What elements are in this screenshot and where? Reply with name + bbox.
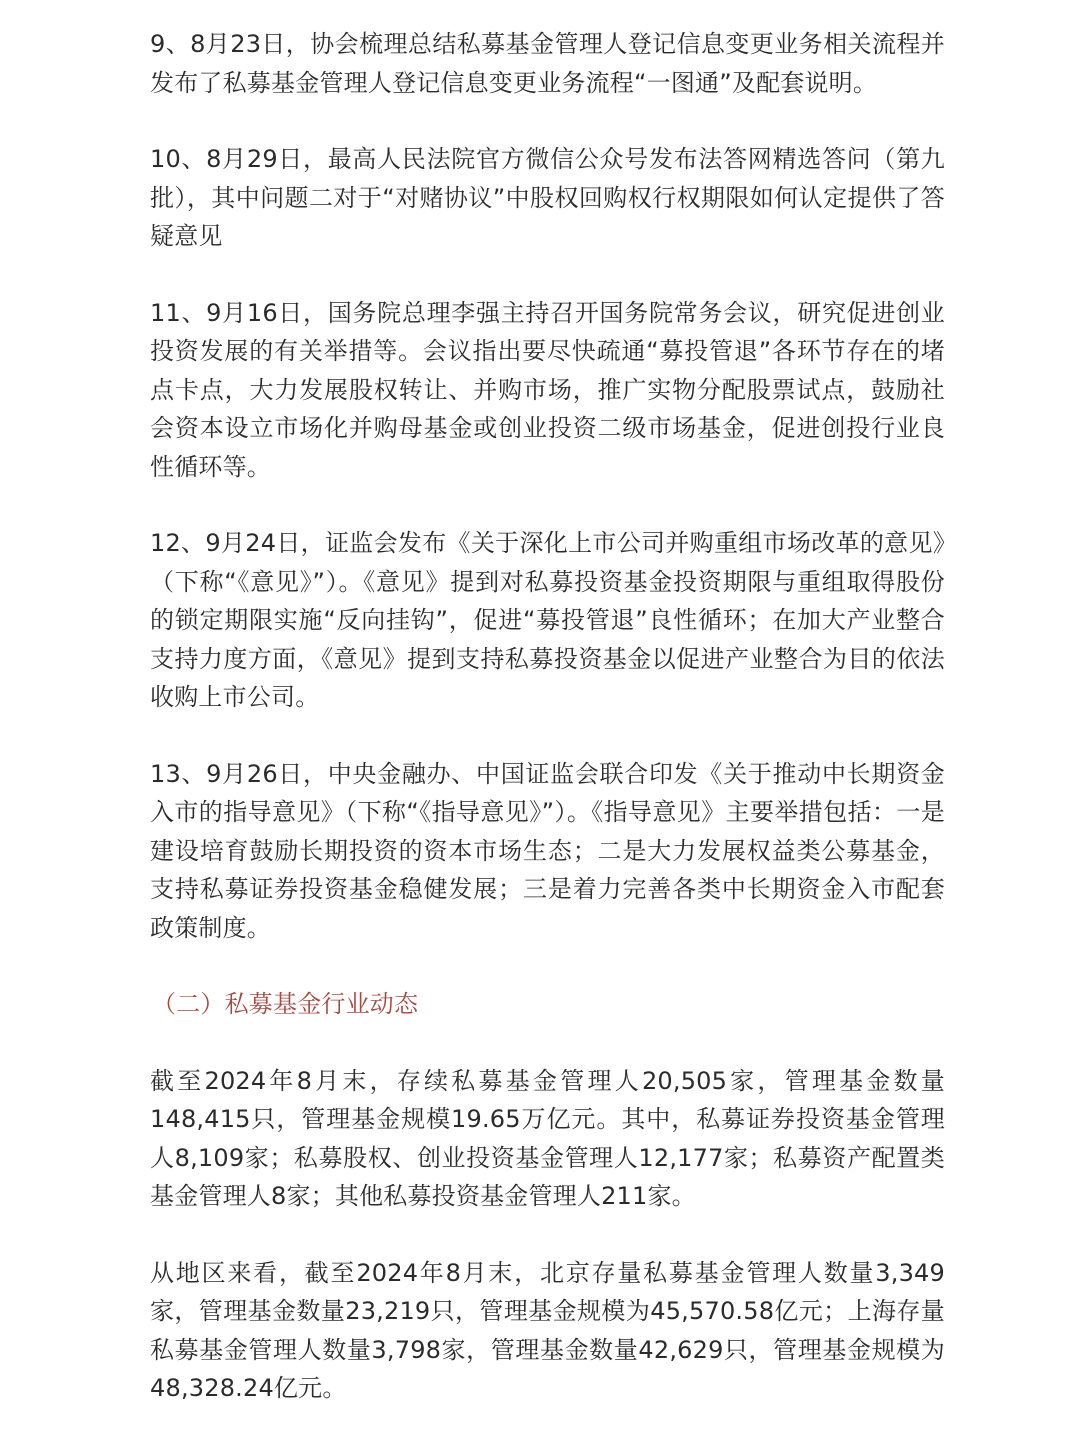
- news-item-9: 9、8月23日，协会梳理总结私募基金管理人登记信息变更业务相关流程并发布了私募基金管理人登记信息变更业务流程“一图通”及配套说明。: [150, 30, 945, 97]
- news-item-10: 10、8月29日，最高人民法院官方微信公众号发布法答网精选答问（第九批），其中问题二对于“对赌协议”中股权回购权行权期限如何认定提供了答疑意见: [150, 145, 945, 250]
- section-heading: （二）私募基金行业动态: [152, 990, 419, 1018]
- news-item-11: 11、9月16日，国务院总理李强主持召开国务院常务会议，研究促进创业投资发展的有关举措等。会议指出要尽快疏通“募投管退”各环节存在的堵点卡点，大力发展股权转让、并购市场，推广实物分配股票试点，鼓励社会资本设立市场化并购母基金或创业投资二级市场基金，促进创投行业良性循环等。: [150, 298, 945, 481]
- regional-stats-paragraph: 从地区来看，截至2024年8月末，北京存量私募基金管理人数量3,349家，管理基金数量23,219只，管理基金规模为45,570.58亿元；上海存量私募基金管理人数量3,798家，管理基金数量42,629只，管理基金规模为48,328.24亿元。: [150, 1258, 945, 1402]
- news-item-13: 13、9月26日，中央金融办、中国证监会联合印发《关于推动中长期资金入市的指导意见》（下称“《指导意见》”）。《指导意见》主要举措包括：一是建设培育鼓励长期投资的资本市场生态；二是大力发展权益类公募基金，支持私募证券投资基金稳健发展；三是着力完善各类中长期资金入市配套政策制度。: [150, 759, 945, 942]
- article-body: [150, 25, 945, 1446]
- news-item-12: 12、9月24日，证监会发布《关于深化上市公司并购重组市场改革的意见》（下称“《意见》”）。《意见》提到对私募投资基金投资期限与重组取得股份的锁定期限实施“反向挂钩”，促进“募投管退”良性循环；在加大产业整合支持力度方面，《意见》提到支持私募投资基金以促进产业整合为目的依法收购上市公司。: [150, 529, 945, 711]
- industry-stats-paragraph: 截至2024年8月末，存续私募基金管理人20,505家，管理基金数量148,415只，管理基金规模19.65万亿元。其中，私募证券投资基金管理人8,109家；私募股权、创业投资基金管理人12,177家；私募资产配置类基金管理人8家；其他私募投资基金管理人211家。: [150, 1066, 945, 1210]
